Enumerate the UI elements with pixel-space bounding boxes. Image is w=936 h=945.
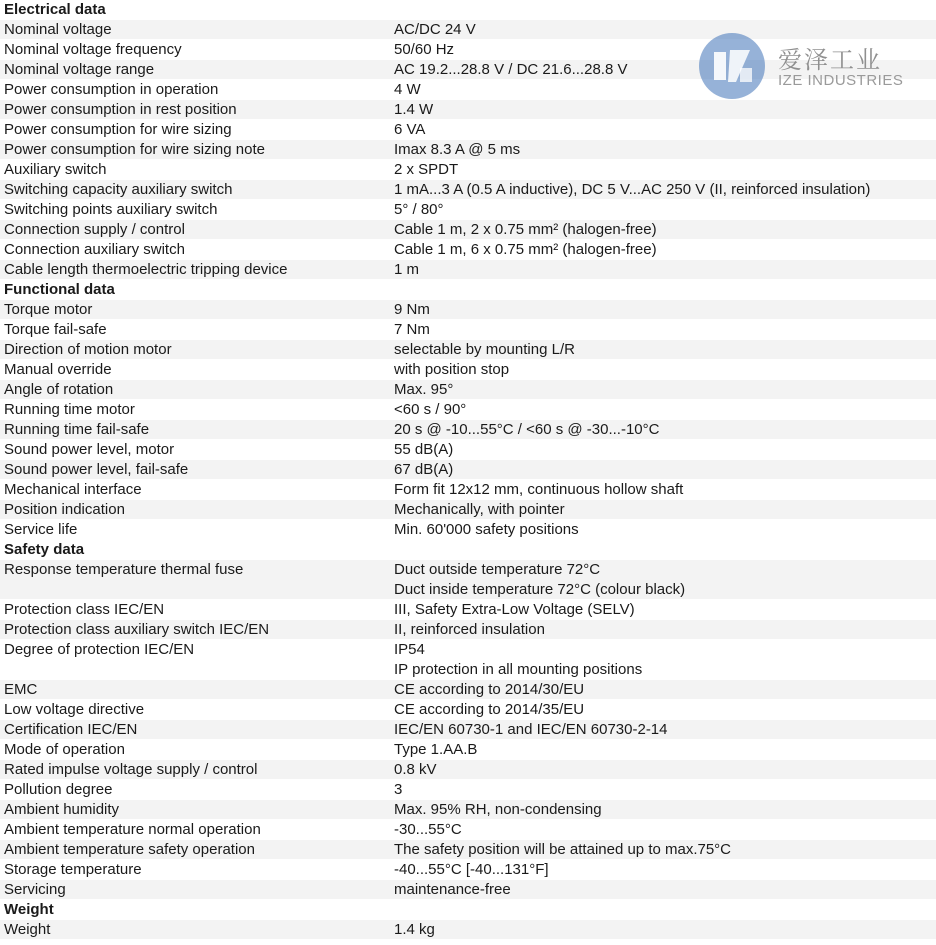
spec-label: Mode of operation — [4, 741, 125, 758]
spec-value-line: Type 1.AA.B — [394, 741, 478, 758]
spec-value-line: Imax 8.3 A @ 5 ms — [394, 141, 521, 158]
spec-row — [0, 320, 936, 340]
spec-label: Sound power level, motor — [4, 441, 175, 458]
spec-label: Weight — [4, 921, 51, 938]
spec-value-line: maintenance-free — [394, 881, 511, 898]
spec-label: EMC — [4, 681, 38, 698]
spec-value-line: selectable by mounting L/R — [394, 341, 575, 358]
spec-row — [0, 860, 936, 880]
spec-row — [0, 160, 936, 180]
spec-value-line: AC 19.2...28.8 V / DC 21.6...28.8 V — [394, 61, 628, 78]
spec-row — [0, 260, 936, 280]
spec-label: Certification IEC/EN — [4, 721, 138, 738]
spec-value-line: Min. 60'000 safety positions — [394, 521, 579, 538]
spec-label: Torque motor — [4, 301, 93, 318]
spec-row — [0, 300, 936, 320]
spec-value — [394, 921, 435, 941]
spec-label: Sound power level, fail-safe — [4, 461, 189, 478]
spec-value-line: Duct outside temperature 72°C — [394, 561, 601, 578]
spec-value — [394, 361, 509, 381]
spec-row — [0, 740, 936, 760]
spec-label: Service life — [4, 521, 78, 538]
spec-row — [0, 440, 936, 460]
spec-value — [394, 861, 549, 881]
spec-row — [0, 220, 936, 240]
spec-value — [394, 181, 870, 201]
spec-row — [0, 500, 936, 520]
spec-label: Power consumption in rest position — [4, 101, 237, 118]
spec-value-line: 0.8 kV — [394, 761, 437, 778]
spec-value — [394, 241, 657, 261]
spec-value — [394, 841, 731, 861]
spec-value — [394, 161, 458, 181]
spec-value-line: with position stop — [394, 361, 510, 378]
spec-label: Direction of motion motor — [4, 341, 172, 358]
spec-row — [0, 560, 936, 600]
spec-value-line: 55 dB(A) — [394, 441, 454, 458]
spec-value-line: Duct inside temperature 72°C (colour black) — [394, 581, 686, 598]
spec-value-line: Form fit 12x12 mm, continuous hollow shaft — [394, 481, 684, 498]
spec-row — [0, 620, 936, 640]
spec-value — [394, 701, 584, 721]
spec-value — [394, 421, 659, 441]
spec-value-line: Mechanically, with pointer — [394, 501, 565, 518]
spec-value-line: 4 W — [394, 81, 421, 98]
spec-value — [394, 101, 433, 121]
spec-label: Protection class auxiliary switch IEC/EN — [4, 621, 270, 638]
spec-value — [394, 461, 453, 481]
spec-value — [394, 41, 454, 61]
spec-row — [0, 640, 936, 680]
spec-value-line: -40...55°C [-40...131°F] — [394, 861, 549, 878]
spec-value-line: 67 dB(A) — [394, 461, 454, 478]
spec-label: Running time fail-safe — [4, 421, 150, 438]
spec-value-line: 3 — [394, 781, 403, 798]
spec-row — [0, 780, 936, 800]
spec-value-line: 1.4 kg — [394, 921, 435, 938]
spec-value — [394, 681, 584, 701]
spec-value — [394, 821, 462, 841]
spec-value — [394, 781, 402, 801]
spec-value-line: CE according to 2014/35/EU — [394, 701, 585, 718]
spec-row — [0, 520, 936, 540]
spec-value — [394, 641, 642, 681]
spec-row — [0, 600, 936, 620]
spec-row — [0, 380, 936, 400]
spec-value — [394, 721, 668, 741]
spec-value — [394, 441, 453, 461]
spec-label: Position indication — [4, 501, 125, 518]
spec-row — [0, 800, 936, 820]
spec-label: Switching points auxiliary switch — [4, 201, 218, 218]
spec-row — [0, 360, 936, 380]
spec-label: Protection class IEC/EN — [4, 601, 165, 618]
spec-value — [394, 881, 511, 901]
section-header — [0, 0, 936, 20]
spec-value — [394, 601, 635, 621]
spec-label: Connection supply / control — [4, 221, 185, 238]
spec-row — [0, 140, 936, 160]
spec-label: Nominal voltage range — [4, 61, 155, 78]
spec-row — [0, 200, 936, 220]
ize-logo-icon — [696, 30, 768, 102]
spec-value — [394, 81, 421, 101]
section-header — [0, 540, 936, 560]
spec-row — [0, 840, 936, 860]
spec-value — [394, 321, 430, 341]
spec-value-line: 9 Nm — [394, 301, 430, 318]
spec-label: Mechanical interface — [4, 481, 142, 498]
spec-value — [394, 61, 627, 81]
spec-value-line: 50/60 Hz — [394, 41, 455, 58]
spec-row — [0, 120, 936, 140]
spec-value-line: 1 m — [394, 261, 420, 278]
spec-value — [394, 121, 425, 141]
spec-label: Manual override — [4, 361, 112, 378]
spec-value-line: 20 s @ -10...55°C / <60 s @ -30...-10°C — [394, 421, 660, 438]
spec-value-line: -30...55°C — [394, 821, 462, 838]
spec-row — [0, 460, 936, 480]
spec-value — [394, 141, 520, 161]
spec-value-line: 2 x SPDT — [394, 161, 459, 178]
spec-label: Servicing — [4, 881, 66, 898]
spec-row — [0, 820, 936, 840]
spec-label: Auxiliary switch — [4, 161, 107, 178]
spec-label: Torque fail-safe — [4, 321, 107, 338]
spec-value-line: CE according to 2014/30/EU — [394, 681, 585, 698]
spec-row — [0, 760, 936, 780]
spec-value — [394, 621, 545, 641]
spec-value-line: <60 s / 90° — [394, 401, 467, 418]
spec-label: Power consumption in operation — [4, 81, 219, 98]
spec-value-line: III, Safety Extra-Low Voltage (SELV) — [394, 601, 635, 618]
spec-label: Response temperature thermal fuse — [4, 561, 244, 578]
spec-row — [0, 480, 936, 500]
spec-row — [0, 420, 936, 440]
spec-label: Ambient temperature safety operation — [4, 841, 255, 858]
spec-value-line: Max. 95% RH, non-condensing — [394, 801, 602, 818]
spec-label: Connection auxiliary switch — [4, 241, 185, 258]
watermark-logo — [694, 28, 914, 102]
section-title: Electrical data — [4, 1, 106, 18]
spec-label: Ambient temperature normal operation — [4, 821, 261, 838]
section-title: Safety data — [4, 541, 85, 558]
spec-value-line: II, reinforced insulation — [394, 621, 545, 638]
spec-row — [0, 700, 936, 720]
spec-value — [394, 501, 565, 521]
spec-value-line: Max. 95° — [394, 381, 454, 398]
spec-value-line: 7 Nm — [394, 321, 430, 338]
spec-value-line: 5° / 80° — [394, 201, 444, 218]
spec-value — [394, 521, 579, 541]
spec-value-line: 1 mA...3 A (0.5 A inductive), DC 5 V...AC 250 V (II, reinforced insulation) — [394, 181, 871, 198]
spec-label: Pollution degree — [4, 781, 113, 798]
spec-label: Cable length thermoelectric tripping device — [4, 261, 288, 278]
spec-label: Power consumption for wire sizing note — [4, 141, 265, 158]
spec-value — [394, 381, 453, 401]
spec-value — [394, 801, 602, 821]
spec-value-line: IP protection in all mounting positions — [394, 661, 643, 678]
spec-value — [394, 741, 477, 761]
spec-value — [394, 341, 575, 361]
spec-value-line: IP54 — [394, 641, 425, 658]
spec-value — [394, 21, 476, 41]
spec-label: Switching capacity auxiliary switch — [4, 181, 233, 198]
spec-value — [394, 221, 657, 241]
spec-value-line: AC/DC 24 V — [394, 21, 476, 38]
spec-row — [0, 880, 936, 900]
spec-label: Power consumption for wire sizing — [4, 121, 232, 138]
spec-value-line: 1.4 W — [394, 101, 434, 118]
spec-label: Angle of rotation — [4, 381, 114, 398]
spec-row — [0, 240, 936, 260]
spec-value — [394, 481, 683, 501]
spec-value-line: IEC/EN 60730-1 and IEC/EN 60730-2-14 — [394, 721, 668, 738]
spec-row — [0, 340, 936, 360]
spec-value — [394, 201, 444, 221]
spec-row — [0, 680, 936, 700]
spec-row — [0, 400, 936, 420]
watermark-name-en: IZE INDUSTRIES — [778, 72, 904, 89]
spec-label: Rated impulse voltage supply / control — [4, 761, 258, 778]
spec-label: Nominal voltage frequency — [4, 41, 182, 58]
section-title: Weight — [4, 901, 54, 918]
spec-row — [0, 720, 936, 740]
spec-value-line: Cable 1 m, 2 x 0.75 mm² (halogen-free) — [394, 221, 657, 238]
spec-value-line: The safety position will be attained up to max.75°C — [394, 841, 732, 858]
spec-value — [394, 401, 466, 421]
spec-value — [394, 561, 685, 601]
spec-value — [394, 761, 437, 781]
spec-row — [0, 920, 936, 940]
spec-label: Nominal voltage — [4, 21, 112, 38]
spec-row — [0, 180, 936, 200]
spec-row — [0, 100, 936, 120]
spec-label: Ambient humidity — [4, 801, 120, 818]
spec-label: Degree of protection IEC/EN — [4, 641, 195, 658]
spec-label: Running time motor — [4, 401, 135, 418]
spec-value — [394, 301, 430, 321]
spec-value — [394, 261, 419, 281]
section-title: Functional data — [4, 281, 115, 298]
spec-label: Storage temperature — [4, 861, 142, 878]
watermark-name-cn: 爱泽工业 — [778, 46, 882, 74]
spec-value-line: 6 VA — [394, 121, 426, 138]
section-header — [0, 280, 936, 300]
spec-value-line: Cable 1 m, 6 x 0.75 mm² (halogen-free) — [394, 241, 657, 258]
spec-label: Low voltage directive — [4, 701, 145, 718]
section-header — [0, 900, 936, 920]
